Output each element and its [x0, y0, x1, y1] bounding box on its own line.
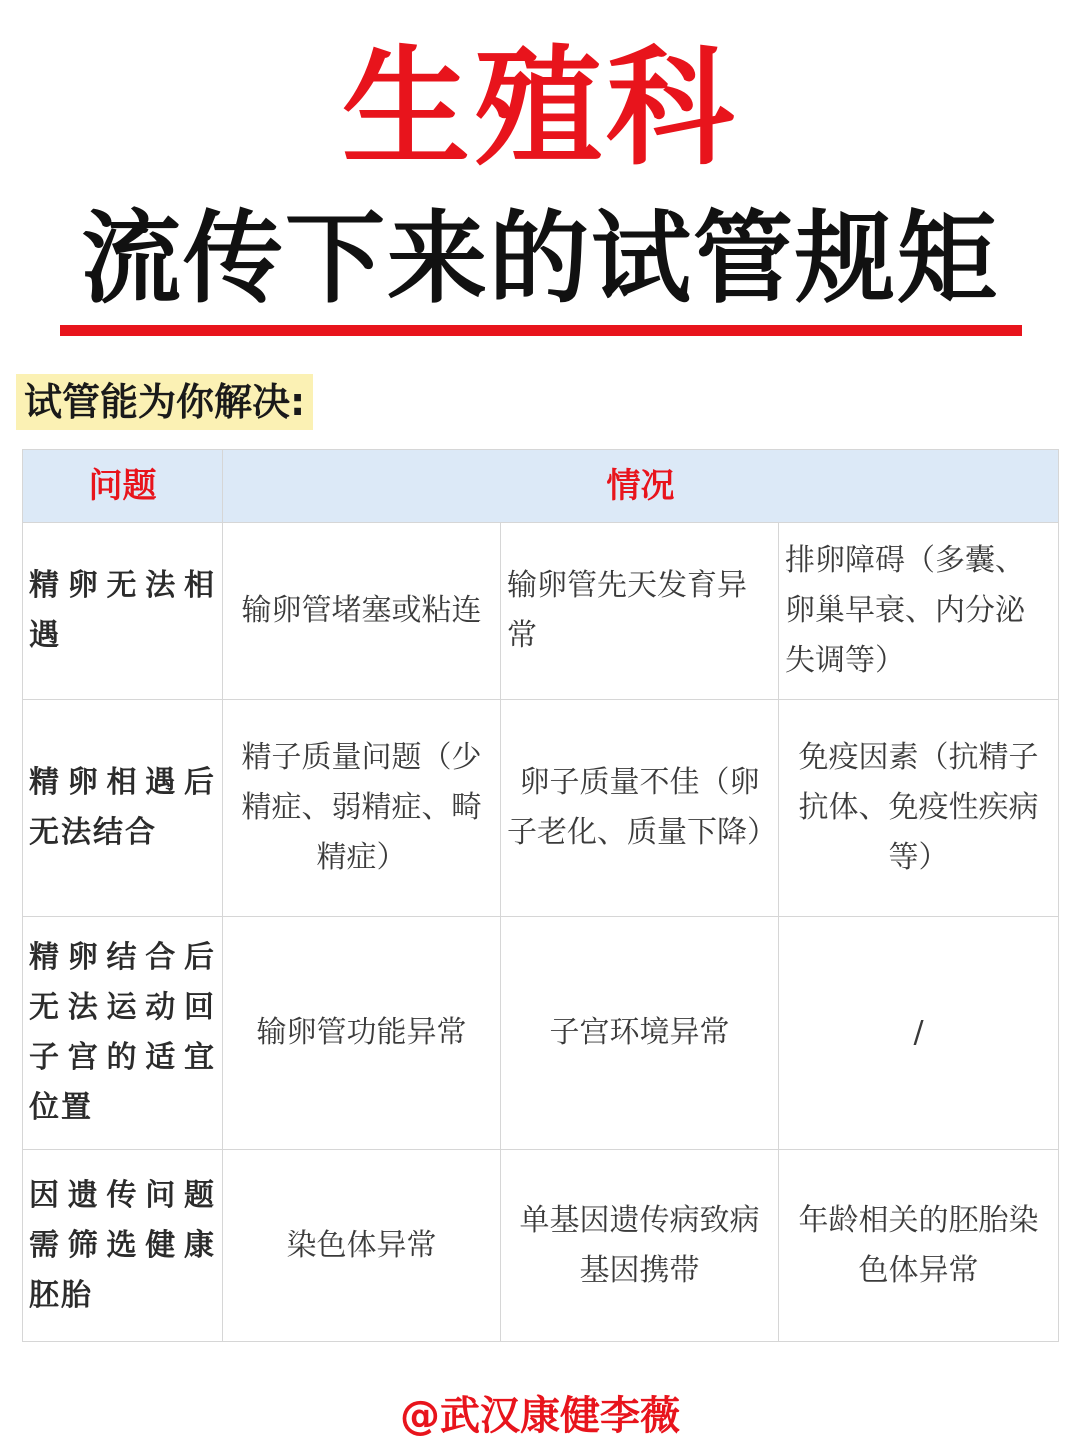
author-handle: @武汉康健李薇	[400, 1393, 680, 1439]
table-row	[23, 700, 1059, 917]
condition-cell: 染色体异常	[223, 1150, 501, 1342]
condition-cell: 卵子质量不佳（卵子老化、质量下降）	[501, 700, 779, 917]
problem-cell: 因遗传问题需筛选健康胚胎	[23, 1150, 223, 1342]
problem-cell: 精卵无法相遇	[23, 523, 223, 700]
condition-cell: 输卵管堵塞或粘连	[223, 523, 501, 700]
condition-cell: 精子质量问题（少精症、弱精症、畸精症）	[223, 700, 501, 917]
condition-cell: /	[779, 917, 1059, 1150]
condition-cell: 年龄相关的胚胎染色体异常	[779, 1150, 1059, 1342]
problem-cell: 精卵相遇后无法结合	[23, 700, 223, 917]
condition-cell: 免疫因素（抗精子抗体、免疫性疾病等）	[779, 700, 1059, 917]
table-row	[23, 1150, 1059, 1342]
condition-cell: 单基因遗传病致病基因携带	[501, 1150, 779, 1342]
problem-cell: 精卵结合后无法运动回子宫的适宜位置	[23, 917, 223, 1150]
header-condition: 情况	[223, 450, 1059, 523]
table-header-row	[23, 450, 1059, 523]
title-underline	[60, 325, 1022, 336]
section-label: 试管能为你解决:	[16, 374, 313, 430]
table-row	[23, 917, 1059, 1150]
ivf-table	[22, 449, 1059, 1342]
header-problem: 问题	[23, 450, 223, 523]
table-row	[23, 523, 1059, 700]
page-title: 生殖科	[341, 33, 738, 183]
condition-cell: 排卵障碍（多囊、卵巢早衰、内分泌失调等）	[779, 523, 1059, 700]
condition-cell: 输卵管先天发育异常	[501, 523, 779, 700]
page-subtitle: 流传下来的试管规矩	[81, 199, 999, 317]
condition-cell: 输卵管功能异常	[223, 917, 501, 1150]
condition-cell: 子宫环境异常	[501, 917, 779, 1150]
